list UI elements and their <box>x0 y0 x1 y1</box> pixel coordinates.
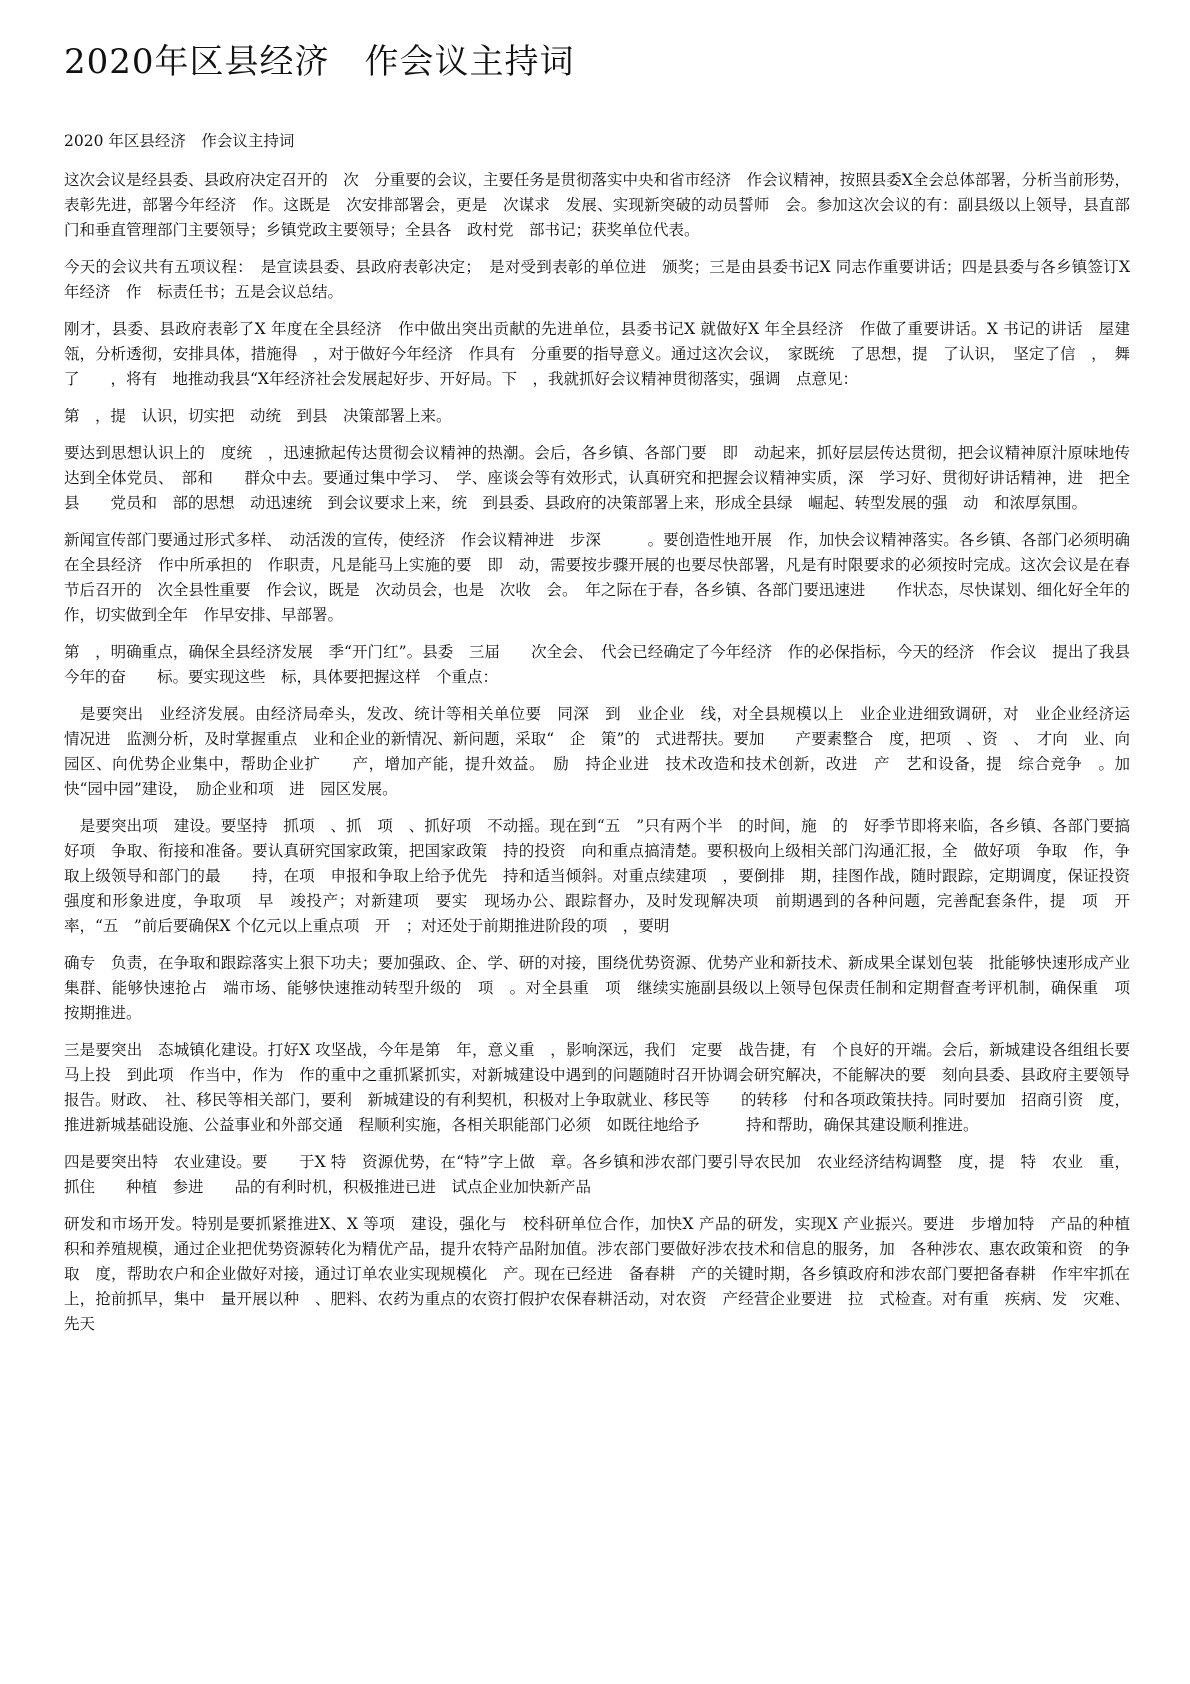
document-title: 2020年区县经济 作会议主持词 <box>64 42 575 82</box>
paragraph: 新闻宣传部门要通过形式多样、 动活泼的宣传，使经济 作会议精神进 步深 。要创造性地开展 作，加快会议精神落实。各乡镇、各部门必须明确 在全县经济 作中所承担的 作职责，凡是能马上实施的要 即 动，需要按步骤开展的也要尽快部署，凡是有时限要求的必须按时完成。这次会议是在春节后召开的 次全县性重要 作会议，既是 次动员会，也是 次收 会。 年之际在于春，各乡镇、各部门要迅速进 作状态，尽快谋划、细化好全年的 作，切实做到全年 作早安排、早部署。 <box>64 531 1162 624</box>
paragraph: 三是要突出 态城镇化建设。打好X 攻坚战，今年是第 年，意义重 ，影响深远，我们 定要 战告捷，有 个良好的开端。会后，新城建设各组组长要马上投 到此项 作当中，作为 作的重中之重抓紧抓实，对新城建设中遇到的问题随时召开协调会研究解决，不能解决的要 刻向县委、县政府主要领导报告。财政、 社、移民等相关部门，要利 新城建设的有利契机，积极对上争取就业、移民等 的转移 付和各项政策扶持。同时要加 招商引资 度，推进新城基础设施、公益事业和外部交通 程顺利实施，各相关职能部门必须 如既往地给予 持和帮助，确保其建设顺利推进。 <box>64 1041 1130 1134</box>
paragraph-opening: 这次会议是经县委、县政府决定召开的 次 分重要的会议，主要任务是贯彻落实中央和省市经济 作会议精神，按照县委X全会总体部署，分析当前形势，表彰先进，部署今年经济 作。这既是 次安排部署会，更是 次谋求 发展、实现新突破的动员誓师 会。参加这次会议的有：副县级以上领导，县直部门和垂直管理部门主要领导；乡镇党政主要领导；全县各 政村党 部书记；获奖单位代表。 <box>64 171 1130 239</box>
document-body <box>64 128 1162 1349</box>
paragraph: 要达到思想认识上的 度统 ，迅速掀起传达贯彻会议精神的热潮。会后，各乡镇、各部门要 即 动起来，抓好层层传达贯彻，把会议精神原汁原味地传达到全体党员、 部和 群众中去。要通过集中学习、 学、座谈会等有效形式，认真研究和把握会议精神实质，深 学习好、贯彻好讲话精神，进 把全县 党员和 部的思想 动迅速统 到会议要求上来，统 到县委、县政府的决策部署上来，形成全县绿 崛起、转型发展的强 动 和浓厚氛围。 <box>64 444 1130 512</box>
paragraph: 确专 负责，在争取和跟踪落实上狠下功夫；要加强政、企、学、研的对接，围绕优势资源、优势产业和新技术、新成果全谋划包装 批能够快速形成产业集群、能够快速抢占 端市场、能够快速推动转型升级的 项 。对全县重 项 继续实施副县级以上领导包保责任制和定期督查考评机制，确保重 项 按期推进。 <box>64 954 1146 1022</box>
paragraph: 研发和市场开发。特别是要抓紧推进X、X 等项 建设，强化与 校科研单位合作，加快X 产品的研发，实现X 产业振兴。要进 步增加特 产品的种植 积和养殖规模，通过企业把优势资源转化为精优产品，提升农特产品附加值。涉农部门要做好涉农技术和信息的服务，加 各种涉农、惠农政策和资 的争取 度，帮助农户和企业做好对接，通过订单农业实现规模化 产。现在已经进 备春耕 产的关键时期，各乡镇政府和涉农部门要把备春耕 作牢牢抓在 上，抢前抓早，集中 量开展以种 、肥料、农药为重点的农资打假护农保春耕活动，对农资 产经营企业要进 拉 式检查。对有重 疾病、发 灾难、先天 <box>64 1215 1146 1333</box>
paragraph: 是要突出项 建设。要坚持 抓项 、抓 项 、抓好项 不动摇。现在到“五 ”只有两个半 的时间，施 的 好季节即将来临，各乡镇、各部门要搞好项 争取、衔接和准备。要认真研究国家政策，把国家政策 持的投资 向和重点搞清楚。要积极向上级相关部门沟通汇报，全 做好项 争取 作，争取上级领导和部门的最 持，在项 申报和争取上给予优先 持和适当倾斜。对重点续建项 ，要倒排 期，挂图作战，随时跟踪，定期调度，保证投资强度和形象进度，争取项 早 竣投产；对新建项 要实 现场办公、跟踪督办，及时发现解决项 前期遇到的各种问题，完善配套条件，提 项 开 率，“五 ”前后要确保X 个亿元以上重点项 开 ；对还处于前期推进阶段的项 ，要明 <box>64 817 1146 935</box>
document-subtitle: 2020 年区县经济 作会议主持词 <box>64 132 295 150</box>
paragraph: 四是要突出特 农业建设。要 于X 特 资源优势，在“特”字上做 章。各乡镇和涉农部门要引导农民加 农业经济结构调整 度，提 特 农业 重，抓住 种植 参进 品的有利时机，积极推进已进 试点企业加快新产品 <box>64 1153 1130 1196</box>
paragraph-summary: 刚才，县委、县政府表彰了X 年度在全县经济 作中做出突出贡献的先进单位，县委书记X 就做好X 年全县经济 作做了重要讲话。X 书记的讲话 屋建瓴，分析透彻，安排具体，措施得 ，对于做好今年经济 作具有 分重要的指导意义。通过这次会议， 家既统 了思想，提 了认识， 坚定了信 ， 舞了 ，将有 地推动我县“X年经济社会发展起好步、开好局。下 ，我就抓好会议精神贯彻落实，强调 点意见： <box>64 320 1130 388</box>
paragraph: 是要突出 业经济发展。由经济局牵头，发改、统计等相关单位要 同深 到 业企业 线，对全县规模以上 业企业进细致调研，对 业企业经济运 情况进 监测分析，及时掌握重点 业和企业的新情况、新问题，采取“ 企 策”的 式进帮扶。要加 产要素整合 度，把项 、资 、 才向 业、向园区、向优势企业集中，帮助企业扩 产，增加产能，提升效益。 励 持企业进 技术改造和技术创新，改进 产 艺和设备，提 综合竞争 。加快“园中园”建设， 励企业和项 进 园区发展。 <box>64 705 1146 798</box>
paragraph-agenda: 今天的会议共有五项议程： 是宣读县委、县政府表彰决定； 是对受到表彰的单位进 颁奖；三是由县委书记X 同志作重要讲话；四是县委与各乡镇签订X 年经济 作 标责任书；五是会议总结。 <box>64 258 1135 301</box>
paragraph-point-two-heading: 第 ，明确重点，确保全县经济发展 季“开门红”。县委 三届 次全会、 代会已经确定了今年经济 作的必保指标，今天的经济 作会议 提出了我县今年的奋 标。要实现这些 标，具体要把握这样 个重点： <box>64 643 1130 686</box>
paragraph-point-one-heading: 第 ，提 认识，切实把 动统 到县 决策部署上来。 <box>64 407 452 425</box>
